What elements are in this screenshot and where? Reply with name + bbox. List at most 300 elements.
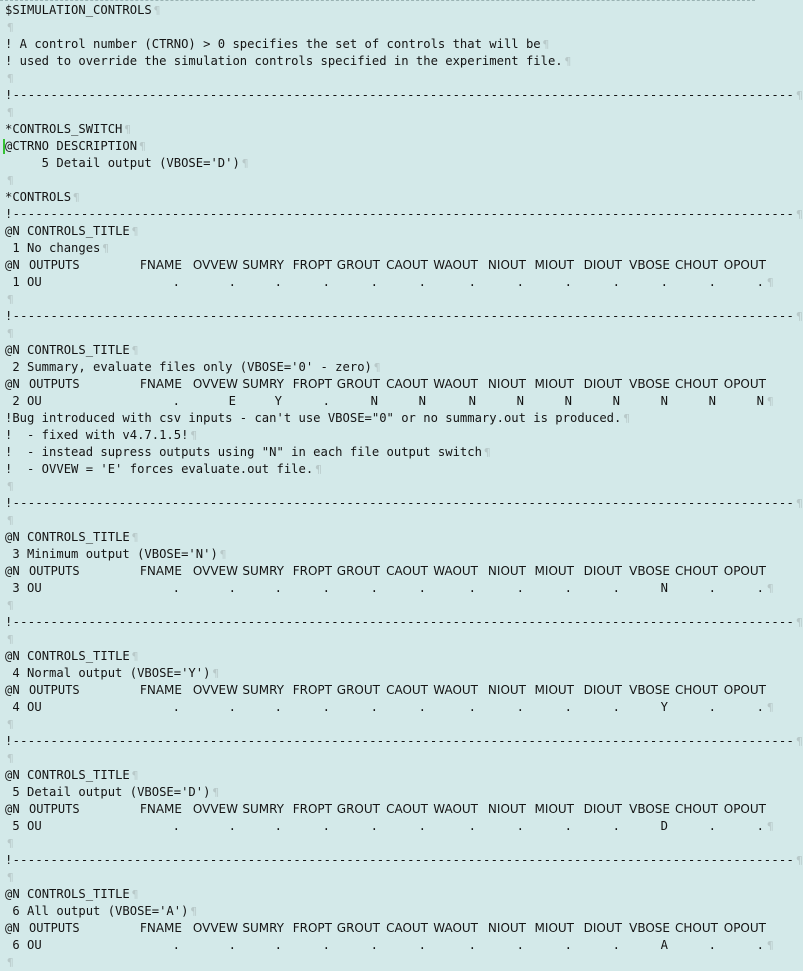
line-text: *CONTROLS_SWITCH [5,122,123,136]
value-sumry: Y [274,394,282,408]
outputs-label: OUTPUTS [29,564,80,578]
line-text: !------------------------------------------------------------------------------------------------------- [5,207,795,221]
value-chout: . [708,700,716,714]
column-header-vbose: VBOSE [629,564,670,578]
row-label: 3 OU [5,581,42,595]
value-diout: . [612,275,620,289]
outputs-header-line [5,257,766,274]
pilcrow-icon: ¶ [7,837,14,850]
line-text: 2 Summary, evaluate files only (VBOSE='0' - zero) [5,360,372,374]
outputs-value-row [5,274,774,291]
pilcrow-icon: ¶ [7,106,14,119]
pilcrow-icon: ¶ [7,327,14,340]
blank-line [5,954,755,971]
pilcrow-icon: ¶ [7,871,14,884]
column-header-diout: DIOUT [583,564,622,578]
line-text: 4 Normal output (VBOSE='Y') [5,666,211,680]
value-sumry: . [274,819,282,833]
outputs-values [29,274,774,291]
column-header-fropt: FROPT [292,377,332,391]
value-niout: . [516,700,524,714]
column-header-fname: FNAME [139,802,182,816]
pilcrow-icon: ¶ [796,735,803,748]
column-header-chout: CHOUT [675,921,718,935]
value-opout: . [756,819,764,833]
outputs-value-row [5,818,774,835]
row-label: 6 OU [5,938,42,952]
pilcrow-icon: ¶ [7,956,14,969]
outputs-header-line [5,801,766,818]
value-niout: . [516,275,524,289]
row-label: 2 OU [5,394,42,408]
line-text: @CTRNO DESCRIPTION [5,139,138,153]
column-header-miout: MIOUT [534,564,574,578]
controls-title-header [5,342,755,359]
code-line [5,2,755,19]
value-diout: . [612,581,620,595]
controls-title-header [5,886,755,903]
value-miout: . [564,819,572,833]
value-waout: . [468,938,476,952]
line-text: !------------------------------------------------------------------------------------------------------- [5,88,795,102]
column-header-waout: WAOUT [433,802,478,816]
line-text: !------------------------------------------------------------------------------------------------------- [5,734,795,748]
pilcrow-icon: ¶ [212,667,220,680]
code-line [5,172,755,189]
blank-line [5,750,755,767]
line-prefix: @N [5,921,28,935]
value-sumry: . [274,700,282,714]
outputs-values [29,937,774,954]
column-header-caout: CAOUT [386,683,428,697]
column-header-chout: CHOUT [675,258,718,272]
line-label: CONTROLS_TITLE [27,343,130,357]
line-text: 6 All output (VBOSE='A') [5,904,189,918]
line-prefix: @N [5,530,28,544]
comment-line [5,444,755,461]
outputs-value-row [5,937,774,954]
value-miout: . [564,938,572,952]
pilcrow-icon: ¶ [241,157,249,170]
outputs-label: OUTPUTS [29,921,80,935]
value-ovvew: . [228,819,236,833]
outputs-label: OUTPUTS [29,258,80,272]
control-title-line [5,359,755,376]
pilcrow-icon: ¶ [767,276,774,289]
column-header-niout: NIOUT [487,802,526,816]
line-text: !------------------------------------------------------------------------------------------------------- [5,309,795,323]
value-grout: . [370,938,378,952]
value-waout: . [468,700,476,714]
value-niout: N [516,394,524,408]
column-header-niout: NIOUT [487,683,526,697]
value-caout: . [418,938,426,952]
column-header-chout: CHOUT [675,802,718,816]
separator-line [5,614,803,631]
line-text: !------------------------------------------------------------------------------------------------------- [5,615,795,629]
column-header-opout: OPOUT [723,377,766,391]
column-header-niout: NIOUT [487,377,526,391]
pilcrow-icon: ¶ [139,140,146,153]
code-line [5,36,755,53]
line-text: ! - instead supress outputs using "N" in each file output switch [5,445,482,459]
code-line [5,138,755,155]
pilcrow-icon: ¶ [7,480,14,493]
column-header-waout: WAOUT [433,921,478,935]
value-fname: . [172,700,180,714]
outputs-values [29,393,774,410]
separator-line [5,733,803,750]
column-header-niout: NIOUT [487,258,526,272]
value-diout: . [612,819,620,833]
column-header-waout: WAOUT [433,258,478,272]
pilcrow-icon: ¶ [153,4,161,17]
pilcrow-icon: ¶ [131,225,139,238]
blank-line [5,597,755,614]
value-ovvew: E [228,394,236,408]
control-title-line [5,665,755,682]
outputs-values [29,818,774,835]
column-header-miout: MIOUT [534,258,574,272]
column-header-vbose: VBOSE [629,683,670,697]
control-title-line [5,784,755,801]
outputs-header-line [5,920,766,937]
pilcrow-icon: ¶ [131,650,139,663]
separator-line [5,852,803,869]
column-header-grout: GROUT [336,802,380,816]
column-header-diout: DIOUT [583,377,622,391]
value-caout: . [418,581,426,595]
value-caout: . [418,275,426,289]
value-vbose: A [660,938,668,952]
value-grout: . [370,700,378,714]
line-label: CONTROLS_TITLE [27,768,130,782]
value-fropt: . [322,275,330,289]
pilcrow-icon: ¶ [7,293,14,306]
separator-line [5,495,803,512]
line-text: 5 Detail output (VBOSE='D') [5,785,211,799]
line-text: *CONTROLS [5,190,72,204]
column-header-sumry: SUMRY [242,683,284,697]
value-sumry: . [274,581,282,595]
column-header-miout: MIOUT [534,377,574,391]
pilcrow-icon: ¶ [315,463,322,476]
value-grout: . [370,275,378,289]
column-header-waout: WAOUT [433,683,478,697]
line-label: CONTROLS_TITLE [27,887,130,901]
pilcrow-icon: ¶ [131,344,139,357]
column-header-diout: DIOUT [583,802,622,816]
value-ovvew: . [228,275,236,289]
value-diout: . [612,938,620,952]
line-prefix: @N [5,768,28,782]
value-chout: . [708,819,716,833]
column-header-fname: FNAME [139,564,182,578]
blank-line [5,478,755,495]
pilcrow-icon: ¶ [796,854,803,867]
line-text: !Bug introduced with csv inputs - can't use VBOSE="0" or no summary.out is produced. [5,411,622,425]
value-grout: . [370,581,378,595]
value-ovvew: . [228,938,236,952]
pilcrow-icon: ¶ [767,395,774,408]
value-fname: . [172,581,180,595]
line-label: CONTROLS_TITLE [27,530,130,544]
row-label: 1 OU [5,275,42,289]
column-header-vbose: VBOSE [629,802,670,816]
column-header-vbose: VBOSE [629,258,670,272]
line-text: 5 Detail output (VBOSE='D') [5,156,240,170]
comment-line [5,427,755,444]
value-fropt: . [322,700,330,714]
column-header-opout: OPOUT [723,564,766,578]
line-prefix: @N [5,802,28,816]
value-opout: . [756,700,764,714]
outputs-values [29,699,774,716]
pilcrow-icon: ¶ [124,123,132,136]
value-sumry: . [274,938,282,952]
column-header-caout: CAOUT [386,564,428,578]
line-label: CONTROLS_TITLE [27,224,130,238]
line-prefix: @N [5,258,28,272]
pilcrow-icon: ¶ [767,701,774,714]
column-header-diout: DIOUT [583,258,622,272]
blank-line [5,512,755,529]
column-header-caout: CAOUT [386,377,428,391]
pilcrow-icon: ¶ [767,582,774,595]
pilcrow-icon: ¶ [7,633,14,646]
line-text: 3 Minimum output (VBOSE='N') [5,547,218,561]
line-prefix: @N [5,377,28,391]
column-header-ovvew: OVVEW [192,921,238,935]
pilcrow-icon: ¶ [190,429,198,442]
pilcrow-icon: ¶ [7,72,14,85]
column-header-niout: NIOUT [487,564,526,578]
pilcrow-icon: ¶ [131,888,139,901]
pilcrow-icon: ¶ [796,497,803,510]
pilcrow-icon: ¶ [542,38,550,51]
column-header-sumry: SUMRY [242,377,284,391]
pilcrow-icon: ¶ [7,21,14,34]
line-text: 1 No changes [5,241,101,255]
outputs-column-header [29,376,766,393]
pilcrow-icon: ¶ [102,242,110,255]
line-text: ! - OVVEW = 'E' forces evaluate.out file. [5,462,314,476]
value-miout: . [564,275,572,289]
column-header-fname: FNAME [139,683,182,697]
outputs-values [29,580,774,597]
control-title-line [5,903,755,920]
pilcrow-icon: ¶ [796,616,803,629]
column-header-niout: NIOUT [487,921,526,935]
column-header-waout: WAOUT [433,564,478,578]
outputs-value-row [5,580,774,597]
pilcrow-icon: ¶ [7,599,14,612]
line-text: !------------------------------------------------------------------------------------------------------- [5,853,795,867]
code-line [5,53,755,70]
column-header-sumry: SUMRY [242,802,284,816]
column-header-caout: CAOUT [386,921,428,935]
column-header-chout: CHOUT [675,683,718,697]
value-fname: . [172,394,180,408]
column-header-ovvew: OVVEW [192,377,238,391]
value-opout: . [756,938,764,952]
outputs-column-header [29,920,766,937]
outputs-header-line [5,682,766,699]
column-header-grout: GROUT [336,683,380,697]
value-waout: . [468,819,476,833]
pilcrow-icon: ¶ [131,531,139,544]
value-vbose: Y [660,700,668,714]
code-line [5,206,803,223]
line-prefix: @N [5,224,28,238]
pilcrow-icon: ¶ [767,939,774,952]
value-opout: N [756,394,764,408]
column-header-miout: MIOUT [534,683,574,697]
value-vbose: N [660,394,668,408]
column-header-fropt: FROPT [292,683,332,697]
outputs-label: OUTPUTS [29,377,80,391]
blank-line [5,869,755,886]
value-opout: . [756,275,764,289]
outputs-column-header [29,257,766,274]
controls-title-header [5,529,755,546]
column-header-fname: FNAME [139,921,182,935]
pilcrow-icon: ¶ [190,905,198,918]
pilcrow-icon: ¶ [219,548,227,561]
column-header-miout: MIOUT [534,802,574,816]
blank-line [5,835,755,852]
value-grout: . [370,819,378,833]
column-header-fname: FNAME [139,377,182,391]
value-opout: . [756,581,764,595]
pilcrow-icon: ¶ [7,174,14,187]
value-miout: N [564,394,572,408]
column-header-fropt: FROPT [292,921,332,935]
column-header-ovvew: OVVEW [192,683,238,697]
line-prefix: @N [5,649,28,663]
column-header-fname: FNAME [139,258,182,272]
controls-title-header [5,648,755,665]
control-title-line [5,240,755,257]
column-header-vbose: VBOSE [629,921,670,935]
row-label: 4 OU [5,700,42,714]
pilcrow-icon: ¶ [73,191,80,204]
value-waout: N [468,394,476,408]
controls-title-header [5,223,755,240]
value-chout: . [708,275,716,289]
row-label: 5 OU [5,819,42,833]
outputs-header-line [5,376,766,393]
column-header-chout: CHOUT [675,564,718,578]
pilcrow-icon: ¶ [7,718,14,731]
value-fropt: . [322,581,330,595]
value-caout: N [418,394,426,408]
line-prefix: @N [5,343,28,357]
column-header-opout: OPOUT [723,802,766,816]
value-sumry: . [274,275,282,289]
value-chout: . [708,938,716,952]
column-header-vbose: VBOSE [629,377,670,391]
column-header-grout: GROUT [336,564,380,578]
value-chout: . [708,581,716,595]
pilcrow-icon: ¶ [7,514,14,527]
line-prefix: @N [5,683,28,697]
separator-line [5,308,803,325]
pilcrow-icon: ¶ [564,55,572,68]
value-chout: N [708,394,716,408]
pilcrow-icon: ¶ [483,446,491,459]
code-line [5,87,803,104]
line-label: CONTROLS_TITLE [27,649,130,663]
code-line [5,155,755,172]
column-header-fropt: FROPT [292,258,332,272]
outputs-label: OUTPUTS [29,683,80,697]
outputs-value-row [5,699,774,716]
value-vbose: N [660,581,668,595]
column-header-grout: GROUT [336,377,380,391]
value-niout: . [516,581,524,595]
column-header-grout: GROUT [336,258,380,272]
line-prefix: @N [5,564,28,578]
outputs-column-header [29,682,766,699]
column-header-fropt: FROPT [292,802,332,816]
column-header-fropt: FROPT [292,564,332,578]
pilcrow-icon: ¶ [796,208,803,221]
value-diout: N [612,394,620,408]
outputs-label: OUTPUTS [29,802,80,816]
pilcrow-icon: ¶ [623,412,630,425]
blank-line [5,631,755,648]
line-text: ! - fixed with v4.7.1.5! [5,428,189,442]
outputs-header-line [5,563,766,580]
value-niout: . [516,819,524,833]
value-fropt: . [322,819,330,833]
value-caout: . [418,700,426,714]
column-header-grout: GROUT [336,921,380,935]
outputs-column-header [29,801,766,818]
column-header-waout: WAOUT [433,377,478,391]
value-fropt: . [322,938,330,952]
blank-line [5,716,755,733]
line-text: ! A control number (CTRNO) > 0 specifies the set of controls that will be [5,37,541,51]
outputs-value-row [5,393,774,410]
value-ovvew: . [228,581,236,595]
line-text: $SIMULATION_CONTROLS [5,3,152,17]
column-header-diout: DIOUT [583,683,622,697]
code-line [5,70,755,87]
pilcrow-icon: ¶ [796,89,803,102]
column-header-caout: CAOUT [386,258,428,272]
code-line [5,104,755,121]
value-waout: . [468,581,476,595]
pilcrow-icon: ¶ [7,752,14,765]
line-text: ! used to override the simulation controls specified in the experiment file. [5,54,563,68]
column-header-chout: CHOUT [675,377,718,391]
pilcrow-icon: ¶ [796,310,803,323]
editor-lines [5,2,803,971]
blank-line [5,325,755,342]
code-line [5,121,755,138]
value-fropt: . [322,394,330,408]
column-header-opout: OPOUT [723,921,766,935]
value-grout: N [370,394,378,408]
value-fname: . [172,938,180,952]
column-header-sumry: SUMRY [242,258,284,272]
value-miout: . [564,581,572,595]
column-header-sumry: SUMRY [242,564,284,578]
column-header-sumry: SUMRY [242,921,284,935]
value-fname: . [172,275,180,289]
